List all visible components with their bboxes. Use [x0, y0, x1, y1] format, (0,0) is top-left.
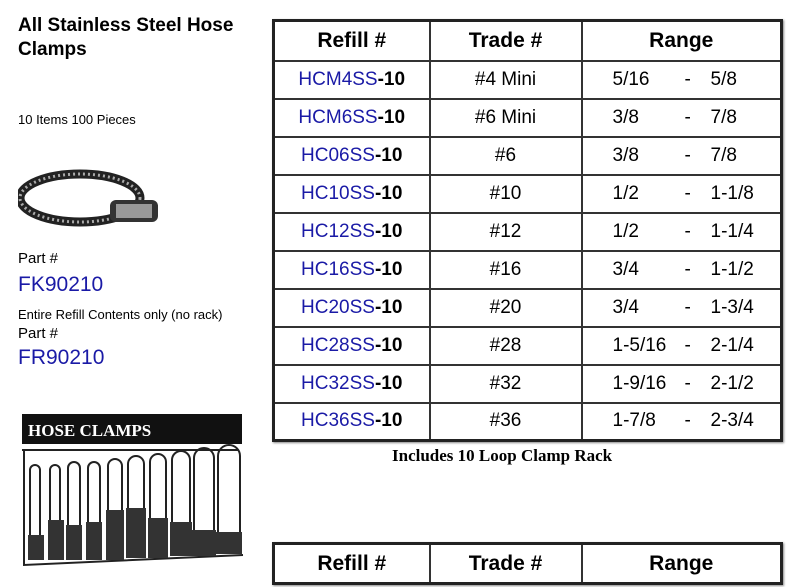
range-from: 1/2	[612, 220, 639, 242]
refill-code[interactable]: HC32SS	[301, 372, 375, 394]
range-dash: -	[684, 372, 691, 394]
header-refill: Refill #	[274, 544, 430, 584]
range-from: 1-7/8	[612, 410, 656, 432]
range-dash: -	[684, 258, 691, 280]
trade-cell: #6 Mini	[430, 99, 582, 137]
range-to: 1-1/2	[710, 258, 754, 280]
range-from: 1/2	[612, 182, 639, 204]
header-trade: Trade #	[430, 21, 582, 61]
range-to: 7/8	[710, 106, 737, 128]
range-cell	[582, 403, 782, 441]
range-cell	[582, 175, 782, 213]
refill-suffix: -10	[374, 182, 403, 204]
header-range: Range	[582, 544, 782, 584]
range-to: 5/8	[710, 68, 737, 90]
trade-cell: #10	[430, 175, 582, 213]
part-number-refill[interactable]: FR90210	[18, 346, 105, 369]
part-number-kit[interactable]: FK90210	[18, 273, 104, 296]
refill-code[interactable]: HC28SS	[301, 334, 375, 356]
header-range: Range	[582, 21, 782, 61]
refill-suffix: -10	[374, 296, 403, 318]
refill-suffix: -10	[374, 258, 403, 280]
table-row	[274, 251, 782, 289]
refill-cell[interactable]	[274, 175, 430, 213]
refill-cell[interactable]	[274, 327, 430, 365]
range-dash: -	[684, 144, 691, 166]
refill-suffix: -10	[377, 106, 406, 128]
range-to: 2-3/4	[710, 410, 754, 432]
refill-cell[interactable]	[274, 403, 430, 441]
trade-cell: #4 Mini	[430, 61, 582, 99]
refill-code[interactable]: HC36SS	[301, 410, 375, 432]
refill-code[interactable]: HC10SS	[301, 182, 375, 204]
refill-suffix: -10	[374, 334, 403, 356]
refill-cell[interactable]	[274, 137, 430, 175]
range-to: 1-1/4	[710, 220, 754, 242]
range-cell	[582, 213, 782, 251]
refill-code[interactable]: HC20SS	[301, 296, 375, 318]
table-row	[274, 99, 782, 137]
range-to: 1-3/4	[710, 296, 754, 318]
table-row	[274, 175, 782, 213]
table-row	[274, 213, 782, 251]
refill-suffix: -10	[374, 410, 403, 432]
refill-suffix: -10	[374, 144, 403, 166]
rack-caption: Includes 10 Loop Clamp Rack	[392, 446, 613, 465]
range-to: 1-1/8	[710, 182, 754, 204]
refill-code[interactable]: HC12SS	[301, 220, 375, 242]
part-label-2: Part #	[18, 325, 59, 342]
range-from: 1-5/16	[612, 334, 667, 356]
trade-cell: #36	[430, 403, 582, 441]
refill-cell[interactable]	[274, 99, 430, 137]
range-to: 7/8	[710, 144, 737, 166]
trade-cell: #32	[430, 365, 582, 403]
refill-cell[interactable]	[274, 213, 430, 251]
range-dash: -	[684, 182, 691, 204]
trade-cell: #28	[430, 327, 582, 365]
refill-note: Entire Refill Contents only (no rack)	[18, 307, 223, 322]
refill-cell[interactable]	[274, 251, 430, 289]
range-from: 3/4	[612, 296, 639, 318]
trade-cell: #6	[430, 137, 582, 175]
refill-code[interactable]: HCM6SS	[298, 106, 378, 128]
range-cell	[582, 61, 782, 99]
table-row	[274, 365, 782, 403]
range-dash: -	[684, 68, 691, 90]
range-dash: -	[684, 296, 691, 318]
refill-code[interactable]: HCM4SS	[298, 68, 378, 90]
range-from: 3/8	[612, 144, 639, 166]
items-count: 10 Items 100 Pieces	[18, 112, 136, 127]
range-cell	[582, 99, 782, 137]
clamp-rack-image	[18, 400, 248, 570]
refill-suffix: -10	[374, 220, 403, 242]
range-from: 3/8	[612, 106, 639, 128]
hose-clamp-image	[18, 160, 168, 235]
part-label-1: Part #	[18, 250, 59, 267]
product-title: All Stainless Steel Hose Clamps	[18, 15, 234, 60]
table-row	[274, 289, 782, 327]
rack-sign-text: HOSE CLAMPS	[28, 421, 152, 440]
refill-suffix: -10	[377, 68, 406, 90]
header-refill: Refill #	[274, 21, 430, 61]
table-row	[274, 403, 782, 441]
refill-cell[interactable]	[274, 61, 430, 99]
refill-cell[interactable]	[274, 365, 430, 403]
range-cell	[582, 327, 782, 365]
range-from: 1-9/16	[612, 372, 667, 394]
trade-cell: #20	[430, 289, 582, 327]
range-dash: -	[684, 220, 691, 242]
range-from: 3/4	[612, 258, 639, 280]
trade-cell: #12	[430, 213, 582, 251]
range-dash: -	[684, 334, 691, 356]
refill-code[interactable]: HC06SS	[301, 144, 375, 166]
range-to: 2-1/4	[710, 334, 754, 356]
table-row	[274, 137, 782, 175]
range-cell	[582, 289, 782, 327]
range-to: 2-1/2	[710, 372, 754, 394]
range-dash: -	[684, 410, 691, 432]
refill-cell[interactable]	[274, 289, 430, 327]
range-from: 5/16	[612, 68, 650, 90]
table-row	[274, 327, 782, 365]
range-cell	[582, 365, 782, 403]
range-cell	[582, 137, 782, 175]
range-cell	[582, 251, 782, 289]
refill-table	[272, 19, 783, 442]
refill-code[interactable]: HC16SS	[301, 258, 375, 280]
table-row	[274, 61, 782, 99]
range-dash: -	[684, 106, 691, 128]
refill-suffix: -10	[374, 372, 403, 394]
refill-table-2	[272, 542, 783, 585]
trade-cell: #16	[430, 251, 582, 289]
header-trade: Trade #	[430, 544, 582, 584]
